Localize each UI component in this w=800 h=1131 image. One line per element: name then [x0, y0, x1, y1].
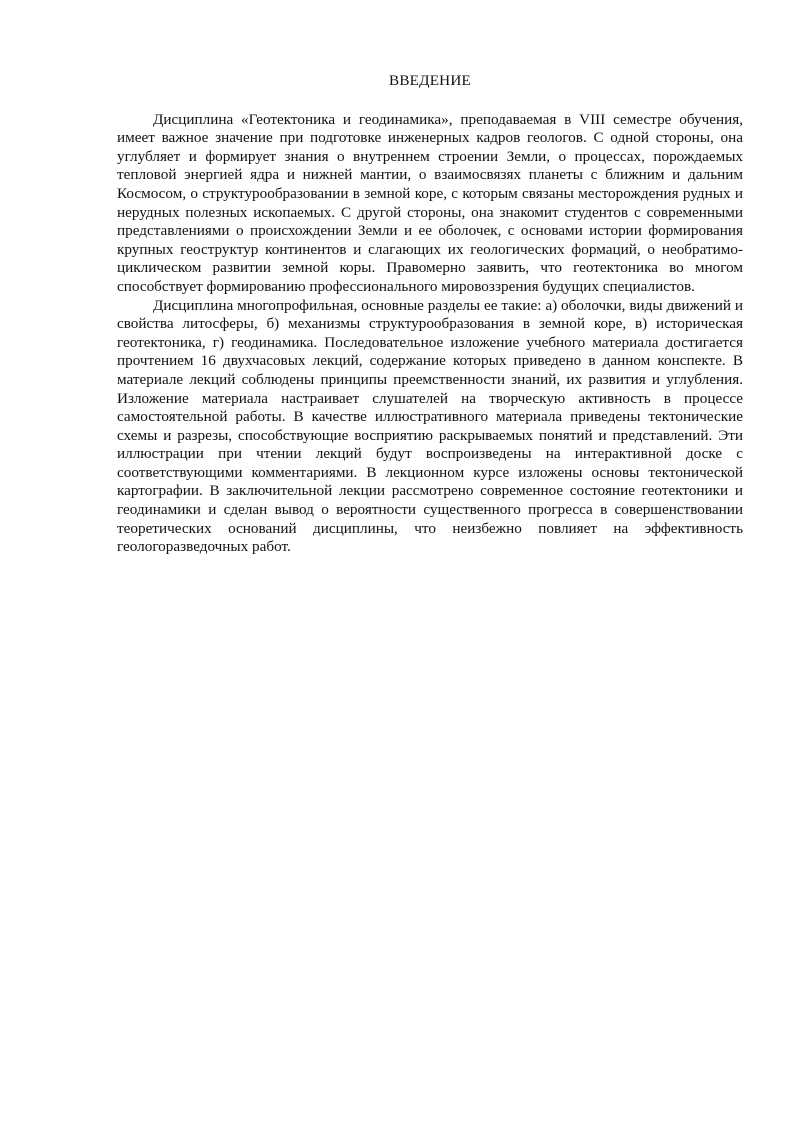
document-page [117, 72, 743, 557]
page-title: ВВЕДЕНИЕ [389, 72, 471, 89]
paragraph-intro: Дисциплина «Геотектоника и геодинамика», преподаваемая в VIII семестре обучения, имеет важное значение при подготовке инженерных кадров геологов. С одной стороны, она углубляет и формирует знания о внутреннем строении Земли, о процессах, порождаемых тепловой энергией ядра и нижней мантии, о взаимосвязях планеты с ближним и дальним Космосом, о структурообразовании в земной коре, с которым связаны месторождения рудных и нерудных полезных ископаемых. С другой стороны, она знакомит студентов с современными представлениями о происхождении Земли и ее оболочек, с основами истории формирования крупных геоструктур континентов и слагающих их геологических формаций, о необратимо-циклическом развитии земной коры. Правомерно заявить, что геотектоника во многом способствует формированию профессионального мировоззрения будущих специалистов. [117, 110, 743, 295]
paragraph-structure: Дисциплина многопрофильная, основные разделы ее такие: а) оболочки, виды движений и свойства литосферы, б) механизмы структурообразования в земной коре, в) историческая геотектоника, г) геодинамика. Последовательное изложение учебного материала достигается прочтением 16 двухчасовых лекций, содержание которых приведено в данном конспекте. В материале лекций соблюдены принципы преемственности знаний, их развития и углубления. Изложение материала настраивает слушателей на творческую активность в процессе самостоятельной работы. В качестве иллюстративного материала приведены тектонические схемы и разрезы, способствующие восприятию раскрываемых понятий и представлений. Эти иллюстрации при чтении лекций будут воспроизведены на интерактивной доске с соответствующими комментариями. В лекционном курсе изложены основы тектонической картографии. В заключительной лекции рассмотрено современное состояние геотектоники и геодинамики и сделан вывод о вероятности существенного прогресса в совершенствовании теоретических оснований дисциплины, что неизбежно повлияет на эффективность геологоразведочных работ. [117, 296, 743, 556]
